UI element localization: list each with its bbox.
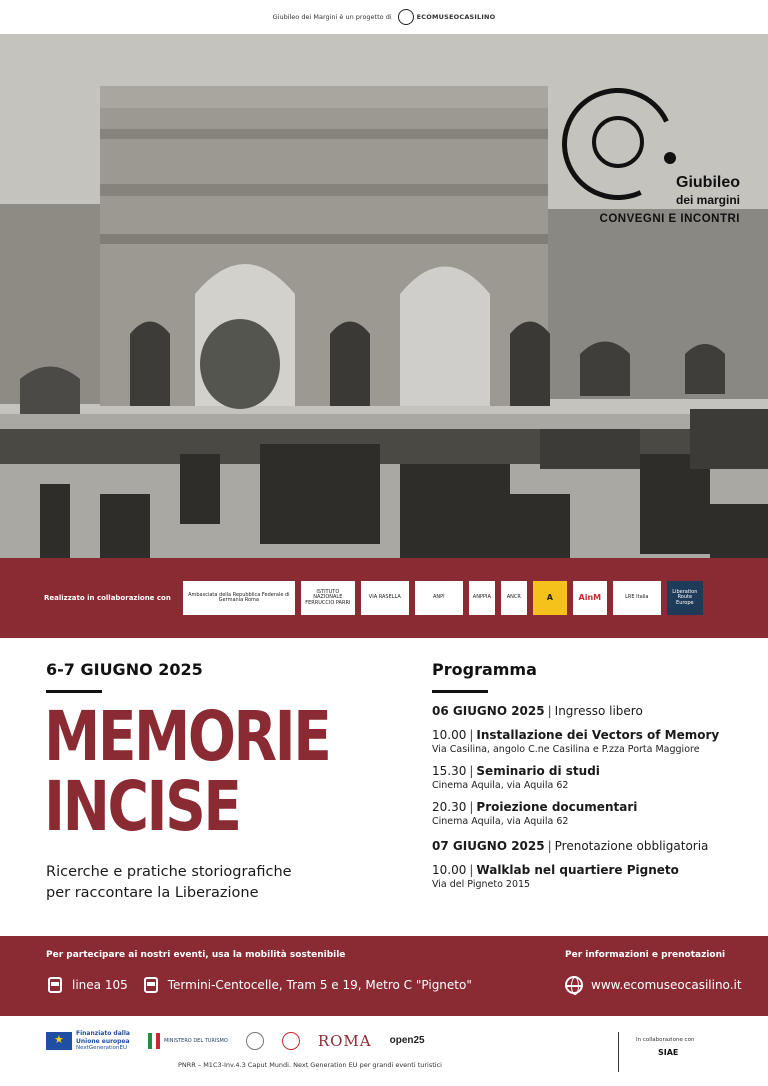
ministry-logo: MINISTERO DEL TURISMO <box>148 1033 228 1049</box>
transport-info <box>46 976 472 994</box>
ecomuseo-logo-icon <box>398 9 414 25</box>
bus-line: linea 105 <box>72 978 128 992</box>
bus-icon <box>46 976 64 994</box>
collab-label: Realizzato in collaborazione con <box>44 594 171 602</box>
title-line1: MEMORIE <box>44 697 330 777</box>
partner-logo: ANPPIA <box>469 581 495 615</box>
globe-icon <box>565 976 583 994</box>
partner-logo: LRE Italia <box>613 581 661 615</box>
project-of-text: Giubileo dei Margini è un progetto di <box>272 13 392 21</box>
giubileo-dot-icon <box>664 152 676 164</box>
partner-logo: VIA RASELLA <box>361 581 409 615</box>
partner-logo: ISTITUTO NAZIONALE FERRUCCIO PARRI <box>301 581 355 615</box>
program-event: 10.00 | Walklab nel quartiere Pigneto Via del Pigneto 2015 <box>432 863 679 890</box>
seal-icon <box>246 1032 264 1050</box>
open25-logo: open25 <box>389 1035 425 1047</box>
info-heading: Per informazioni e prenotazioni <box>565 950 726 960</box>
italy-flag-icon <box>148 1033 160 1049</box>
footer <box>0 1016 768 1086</box>
collaboration-band <box>0 558 768 638</box>
partner-logo: Liberation Route Europe <box>667 581 703 615</box>
program-event: 10.00 | Installazione dei Vectors of Memory Via Casilina, angolo C.ne Casilina e P.zza Porta Maggiore <box>432 728 720 755</box>
brand-name-line2: dei margini <box>675 193 740 207</box>
eu-flag-icon <box>46 1032 72 1050</box>
event-title <box>44 697 330 847</box>
partner-logo: ANCR <box>501 581 527 615</box>
program-heading: Programma <box>432 660 537 679</box>
eu-logo: ★ Finanziato dalla Unione europea NextGenerationEU <box>46 1030 130 1052</box>
program-event: 15.30 | Seminario di studi Cinema Aquila, via Aquila 62 <box>432 764 600 791</box>
in-collab-label: In collaborazione con <box>636 1037 695 1043</box>
website-link[interactable]: www.ecomuseocasilino.it <box>591 978 742 992</box>
divider <box>432 690 488 693</box>
event-subtitle: Ricerche e pratiche storiografiche per raccontare la Liberazione <box>46 864 292 901</box>
title-line2: INCISE <box>44 767 240 847</box>
giubileo-inner-ring-icon <box>592 116 644 168</box>
website-info[interactable] <box>565 976 742 994</box>
divider <box>46 690 102 693</box>
roma-logo: ROMA <box>317 1031 372 1050</box>
mobility-heading: Per partecipare ai nostri eventi, usa la mobilità sostenibile <box>46 950 346 960</box>
program-list <box>432 704 752 899</box>
train-icon <box>142 976 160 994</box>
brand-name-line1: Giubileo <box>676 174 740 191</box>
brand-series: CONVEGNI E INCONTRI <box>599 213 740 225</box>
pnrr-note: PNRR – M1C3-Inv.4.3 Caput Mundi. Next Generation EU per grandi eventi turistici <box>178 1061 442 1069</box>
day-header: 06 GIUGNO 2025 | Ingresso libero <box>432 704 643 718</box>
ecomuseo-logo: ECOMUSEOCASILINO <box>398 9 496 25</box>
mobility-band <box>0 936 768 1016</box>
program-event: 20.30 | Proiezione documentari Cinema Aquila, via Aquila 62 <box>432 800 638 827</box>
top-bar <box>0 0 768 34</box>
partner-logo: A <box>533 581 567 615</box>
historical-photo <box>0 34 768 558</box>
siae-logo: SIAE <box>658 1048 679 1057</box>
train-info: Termini-Centocelle, Tram 5 e 19, Metro C "Pigneto" <box>167 978 472 992</box>
partner-logo: ANPI <box>415 581 463 615</box>
partner-logos <box>183 581 703 615</box>
giubileo-logo <box>560 86 750 236</box>
event-dates: 6-7 GIUGNO 2025 <box>46 660 203 679</box>
partner-logo: Ambasciata della Repubblica Federale di Germania Roma <box>183 581 295 615</box>
partner-logo: AinM <box>573 581 607 615</box>
emblem-icon <box>282 1032 300 1050</box>
day-header: 07 GIUGNO 2025 | Prenotazione obbligatoria <box>432 839 709 853</box>
funding-logos <box>46 1030 425 1052</box>
